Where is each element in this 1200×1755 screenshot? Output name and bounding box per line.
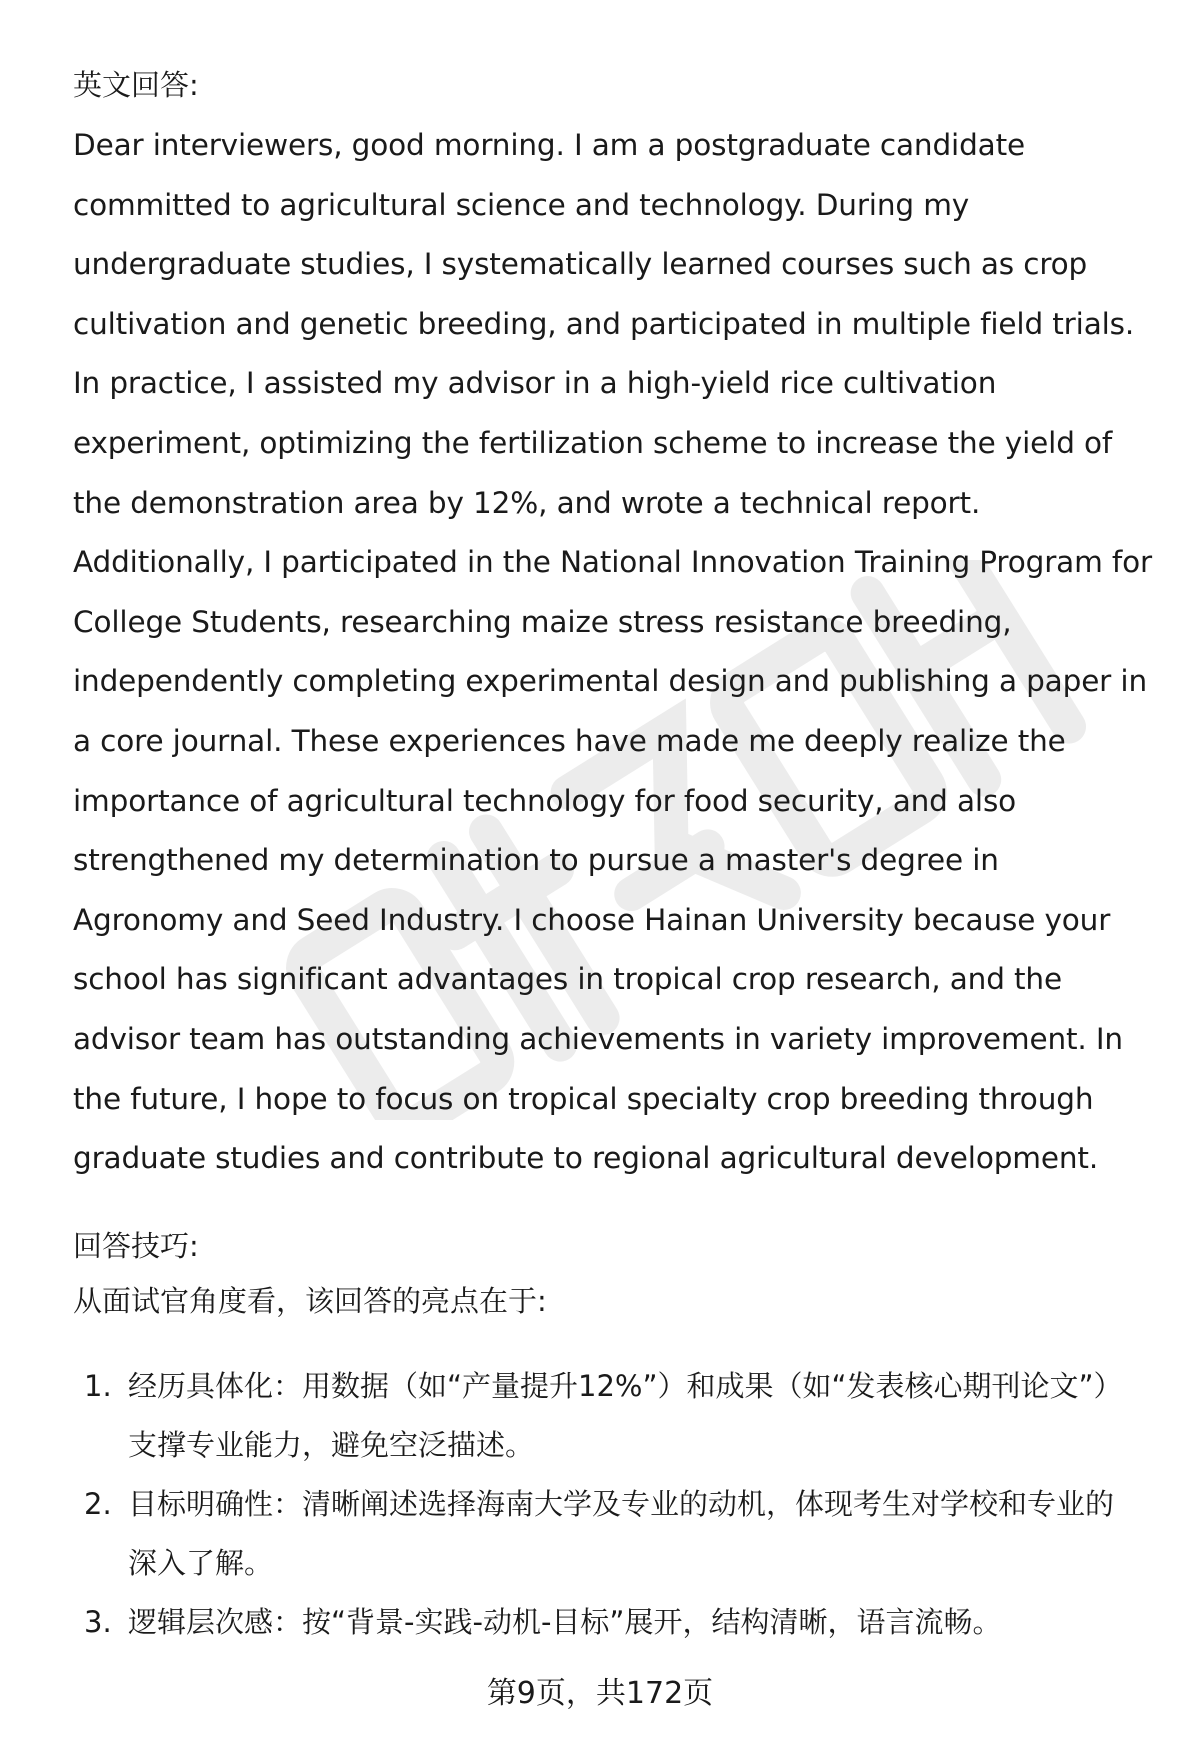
tip-number: 3.: [84, 1604, 112, 1639]
tip-text: 目标明确性：清晰阐述选择海南大学及专业的动机，体现考生对学校和专业的深入了解。: [128, 1486, 1115, 1580]
tip-item-1: [73, 1357, 1153, 1475]
tip-item-2: [73, 1475, 1153, 1593]
tip-text: 经历具体化：用数据（如“产量提升12%”）和成果（如“发表核心期刊论文”）支撑专业能力，避免空泛描述。: [128, 1368, 1123, 1462]
tips-heading: 回答技巧:: [73, 1228, 199, 1263]
tips-list: [73, 1357, 1153, 1652]
english-answer-heading: 英文回答:: [73, 68, 199, 102]
english-answer-text: Dear interviewers, good morning. I am a postgraduate candidate committed to agricultural science and technology. During my undergraduate studies, I systematically learned courses such as crop cultivation and genetic breeding, and participated in multiple field trials. In practice, I assisted my advisor in a high-yield rice cultivation experiment, optimizing the fertilization scheme to increase the yield of the demonstration area by 12%, and wrote a technical report. Additionally, I participated in the National Innovation Training Program for College Students, researching maize stress resistance breeding, independently completing experimental design and publishing a paper in a core journal. These experiences have made me deeply realize the importance of agricultural technology for food security, and also strengthened my determination to pursue a master's degree in Agronomy and Seed Industry. I choose Hainan University because your school has significant advantages in tropical crop research, and the advisor team has outstanding achievements in variety improvement. In the future, I hope to focus on tropical specialty crop breeding through graduate studies and contribute to regional agricultural development.: [73, 128, 1153, 1176]
tip-item-3: [73, 1593, 1153, 1652]
tip-text: 逻辑层次感：按“背景-实践-动机-目标”展开，结构清晰，语言流畅。: [128, 1604, 1002, 1639]
tip-number: 1.: [84, 1368, 112, 1403]
tip-number: 2.: [84, 1486, 112, 1521]
content-area: [73, 62, 1153, 1652]
page-number-footer: 第9页，共172页: [486, 1676, 714, 1711]
tips-intro: 从面试官角度看，该回答的亮点在于:: [73, 1283, 547, 1318]
